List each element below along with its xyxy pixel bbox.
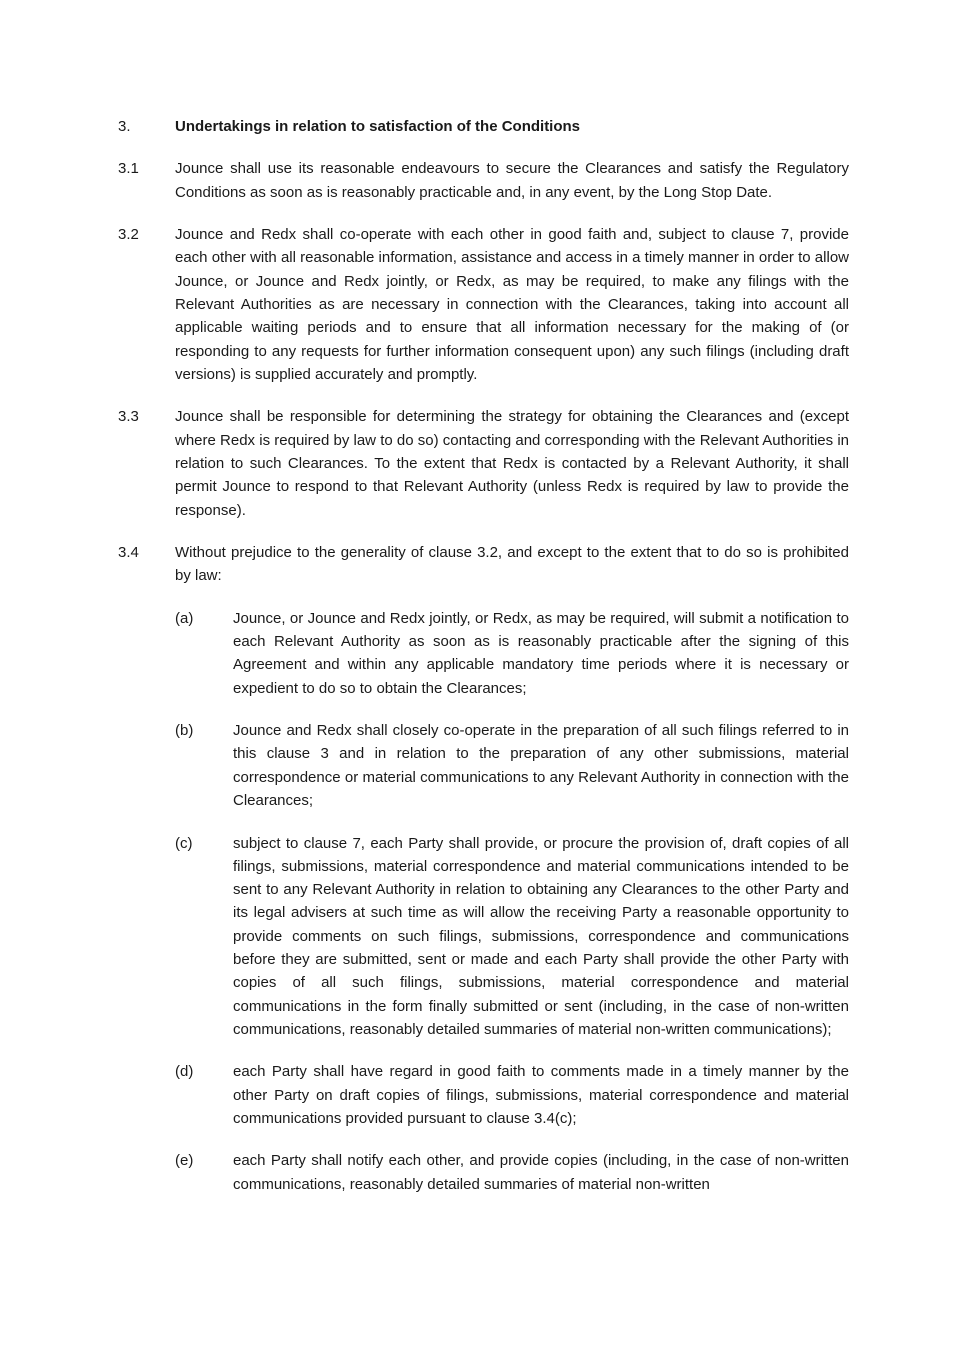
section-number: 3. [118,118,131,135]
subclause-text: subject to clause 7, each Party shall provide, or procure the provision of, draft copies of all filings, submissions, material correspondence and material communications intended to be sent to any Relevant Authority in relation to obtaining any Clearances to the other Party and its legal advisers at such time as will allow the receiving Party a reasonable opportunity to provide comments on such filings, submissions, correspondence and communications before they are submitted, sent or made and each Party shall provide the other Party with copies of all such filings, submissions, material correspondence and material communications in the form finally submitted or sent (including, in the case of non-written communications, reasonably detailed summaries of material non-written communications); [233,834,849,1038]
clause-3-2 [118,223,849,386]
subclause-label: (a) [175,609,194,627]
subclause-text: Jounce and Redx shall closely co-operate in the preparation of all such filings referred to in this clause 3 and in relation to the preparation of any other submissions, material correspondence or material communications to any Relevant Authority in connection with the Clearances; [233,722,849,810]
clause-number: 3.3 [118,408,139,426]
subclause-a [175,607,849,700]
subclause-c [175,832,849,1042]
subclause-text: each Party shall have regard in good faith to comments made in a timely manner by the other Party on draft copies of filings, submissions, material correspondence and material communications provided pursuant to clause 3.4(c); [233,1063,849,1127]
clause-text: Jounce shall use its reasonable endeavours to secure the Clearances and satisfy the Regulatory Conditions as soon as is reasonably practicable and, in any event, by the Long Stop Date. [175,160,849,201]
subclause-d [175,1060,849,1130]
clause-3-3 [118,405,849,521]
clause-number: 3.2 [118,226,139,244]
subclause-label: (c) [175,834,193,852]
document-page [118,115,849,1215]
clause-3-1 [118,157,849,204]
clause-text: Jounce shall be responsible for determining the strategy for obtaining the Clearances and (except where Redx is required by law to do so) contacting and corresponding with the Relevant Authorities in relation to such Clearances. To the extent that Redx is contacted by a Relevant Authority, it shall permit Jounce to respond to that Relevant Authority (unless Redx is required by law to provide the response). [175,408,849,519]
clause-number: 3.4 [118,544,139,562]
subclause-label: (b) [175,722,194,740]
section-title: Undertakings in relation to satisfaction of the Conditions [175,118,581,135]
clause-text: Jounce and Redx shall co-operate with each other in good faith and, subject to clause 7, provide each other with all reasonable information, assistance and access in a timely manner in order to allow Jounce, or Jounce and Redx jointly, or Redx, as may be required, to make any filings with the Relevant Authorities as are necessary in connection with the Clearances, taking into account all applicable waiting periods and to ensure that all information necessary for the making of (or responding to any requests for further information consequent upon) any such filings (including draft versions) is supplied accurately and promptly. [175,226,849,383]
clause-3-4 [118,541,849,588]
subclause-e [175,1149,849,1196]
subclause-text: each Party shall notify each other, and provide copies (including, in the case of non-written communications, reasonably detailed summaries of material non-written [233,1152,849,1193]
subclause-label: (e) [175,1152,194,1170]
subclause-label: (d) [175,1063,194,1081]
clause-text: Without prejudice to the generality of clause 3.2, and except to the extent that to do so is prohibited by law: [175,544,849,585]
clause-number: 3.1 [118,160,139,178]
subclause-text: Jounce, or Jounce and Redx jointly, or Redx, as may be required, will submit a notification to each Relevant Authority as soon as is reasonably practicable after the signing of this Agreement and within any applicable mandatory time periods where it is necessary or expedient to do so to obtain the Clearances; [233,609,849,697]
section-heading [118,115,849,138]
subclause-b [175,719,849,812]
